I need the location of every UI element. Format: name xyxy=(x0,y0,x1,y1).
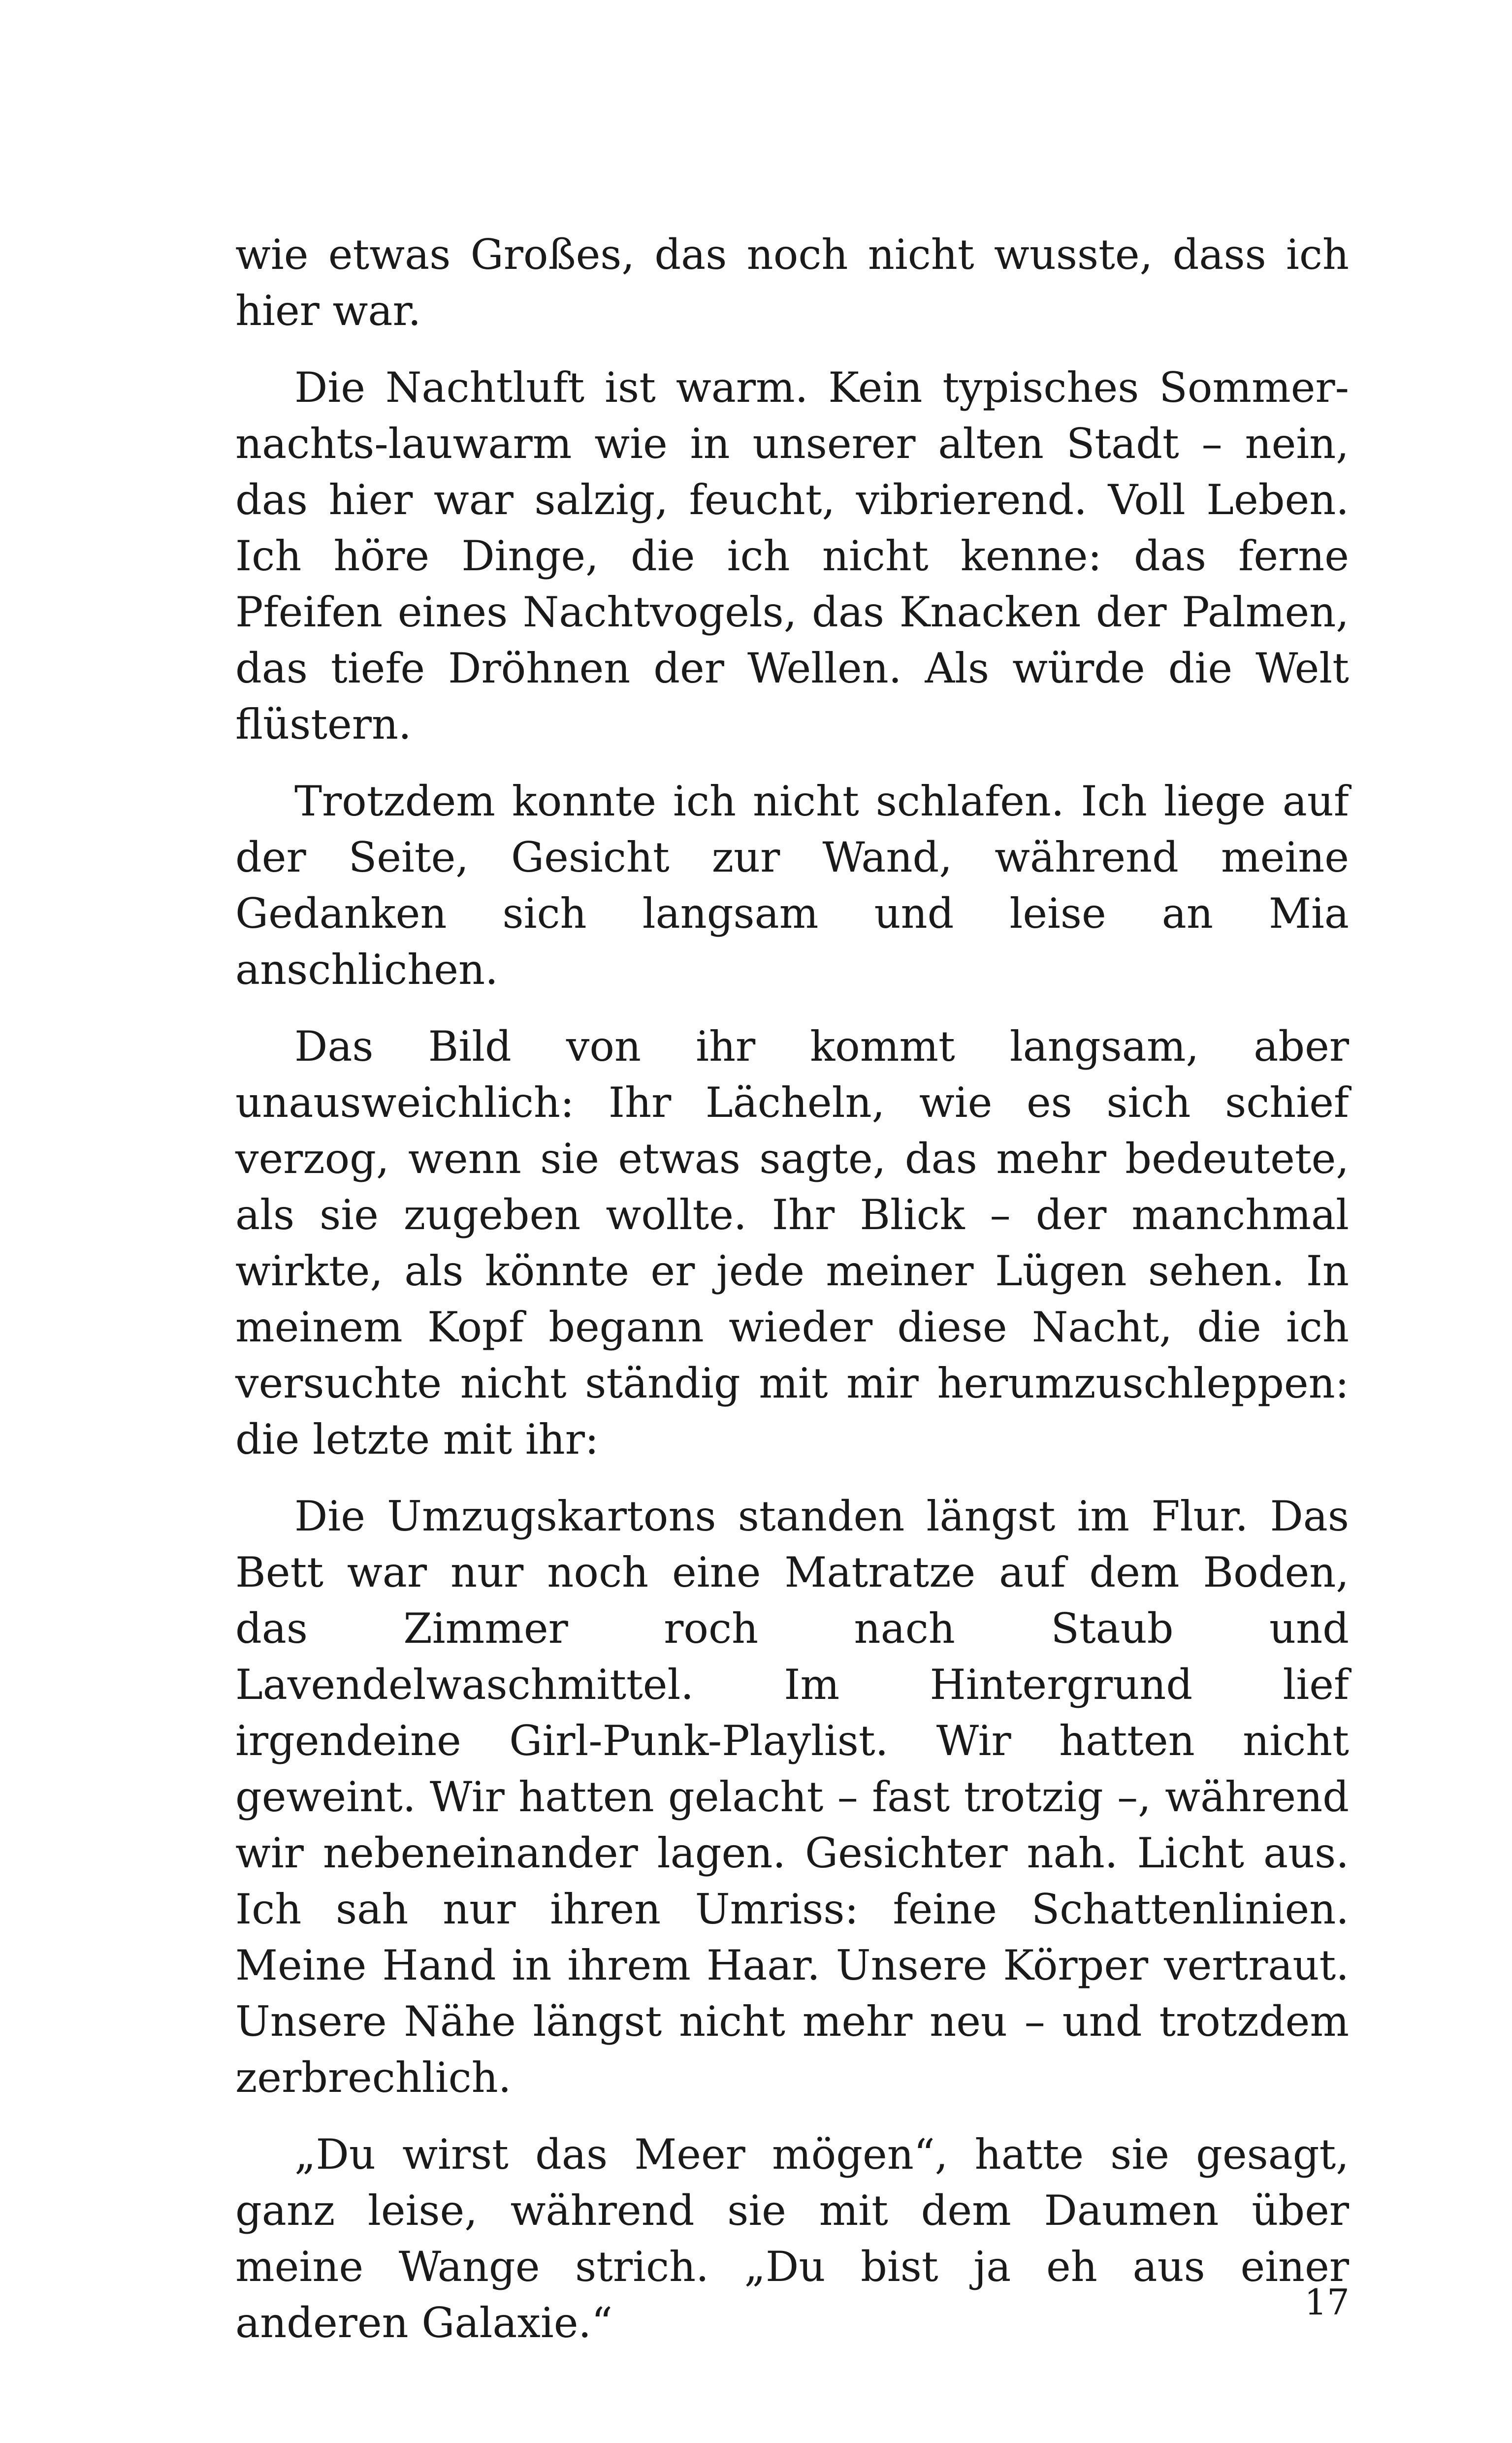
paragraph: Die Nachtluft ist warm. Kein typisches Sommernachts-lauwarm wie in unserer alten Stadt – nein, das hier war salzig, feucht, vibrierend. Voll Leben. Ich höre Dinge, die ich nicht kenne: das ferne Pfeifen eines Nachtvogels, das Knacken der Palmen, das tiefe Dröhnen der Wellen. Als würde die Welt flüstern. xyxy=(235,363,1349,749)
paragraph: Die Umzugskartons standen längst im Flur. Das Bett war nur noch eine Matratze auf dem Boden, das Zimmer roch nach Staub und Lavendelwaschmittel. Im Hintergrund lief irgendeine Girl-Punk-Playlist. Wir hatten nicht geweint. Wir hatten gelacht – fast trotzig –, während wir nebeneinander lagen. Gesichter nah. Licht aus. Ich sah nur ihren Umriss: feine Schattenlinien. Meine Hand in ihrem Haar. Unsere Körper vertraut. Unsere Nähe längst nicht mehr neu – und trotzdem zerbrechlich. xyxy=(235,1492,1349,2102)
paragraph: „Du wirst das Meer mögen“, hatte sie gesagt, ganz leise, während sie mit dem Daumen über meine Wange strich. „Du bist ja eh aus einer anderen Galaxie.“ xyxy=(235,2130,1349,2347)
page-number: 17 xyxy=(1304,2281,1350,2323)
paragraph: Trotzdem konnte ich nicht schlafen. Ich liege auf der Seite, Gesicht zur Wand, während meine Gedanken sich langsam und leise an Mia anschlichen. xyxy=(235,777,1349,994)
body-text xyxy=(235,227,1349,2372)
paragraph-continued: wie etwas Großes, das noch nicht wusste, dass ich hier war. xyxy=(235,230,1349,335)
paragraph: Das Bild von ihr kommt langsam, aber unausweichlich: Ihr Lächeln, wie es sich schief verzog, wenn sie etwas sagte, das mehr bedeutete, als sie zugeben wollte. Ihr Blick – der manchmal wirkte, als könnte er jede meiner Lügen sehen. In meinem Kopf begann wieder diese Nacht, die ich versuchte nicht ständig mit mir herumzuschleppen: die letzte mit ihr: xyxy=(235,1022,1349,1464)
